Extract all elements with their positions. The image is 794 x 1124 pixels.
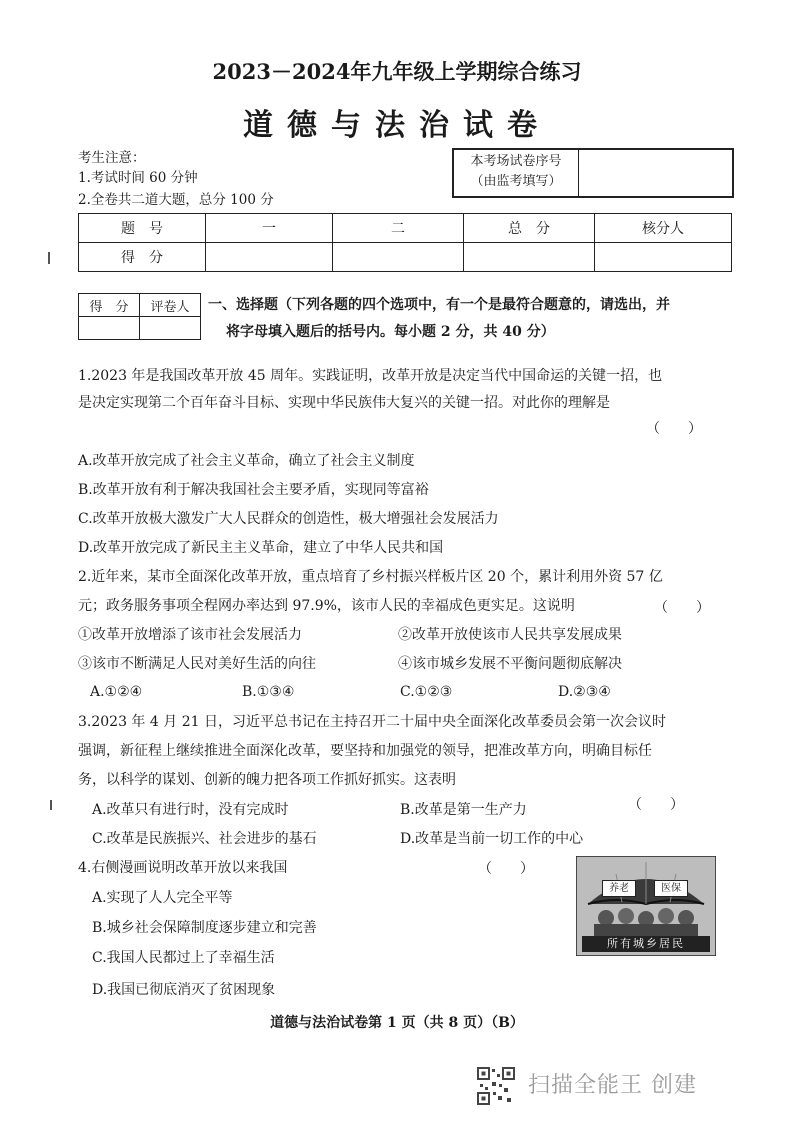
option-d: D.我国已彻底消灭了贫困现象 bbox=[92, 982, 276, 998]
question-stem: 2.近年来，某市全面深化改革开放，重点培育了乡村振兴样板片区 20 个，累计利用外资 57 亿 bbox=[78, 569, 663, 585]
option-b: B.城乡社会保障制度逐步建立和完善 bbox=[92, 920, 317, 936]
answer-paren[interactable]: （ ） bbox=[654, 600, 710, 616]
seat-number-label: 本考场试卷序号 （由监考填写） bbox=[454, 150, 579, 196]
seat-number-field[interactable] bbox=[579, 150, 732, 196]
question-stem: 元；政务服务事项全程网办率达到 97.9%，该市人民的幸福成色更实足。这说明 bbox=[78, 598, 575, 614]
option-c: C.改革开放极大激发广大人民群众的创造性，极大增强社会发展活力 bbox=[78, 511, 499, 527]
table-row bbox=[79, 294, 201, 317]
question-stem: 是决定实现第二个百年奋斗目标、实现中华民族伟大复兴的关键一招。对此你的理解是 bbox=[78, 395, 610, 411]
header-cell: 总 分 bbox=[464, 214, 595, 243]
option-a: A.改革开放完成了社会主义革命，确立了社会主义制度 bbox=[78, 453, 415, 469]
option-c: C.①②③ bbox=[400, 684, 453, 700]
table-row bbox=[79, 214, 732, 243]
notice-heading: 考生注意： bbox=[78, 150, 146, 166]
header-cell: 二 bbox=[333, 214, 464, 243]
question-stem: 强调，新征程上继续推进全面深化改革，要坚持和加强党的领导，把准改革方向，明确目标任 bbox=[78, 743, 652, 759]
option-c: C.我国人民都过上了幸福生活 bbox=[92, 950, 275, 966]
cartoon-image bbox=[576, 856, 716, 956]
margin-mark bbox=[48, 252, 50, 264]
option-a: A.实现了人人完全平等 bbox=[92, 890, 233, 906]
exam-subject: 道德与法治试卷 bbox=[243, 108, 551, 143]
header-cell: 一 bbox=[206, 214, 333, 243]
seat-number-box bbox=[452, 148, 734, 198]
notice-item: 2.全卷共二道大题，总分 100 分 bbox=[78, 192, 274, 208]
row-label-cell: 得 分 bbox=[79, 243, 206, 272]
header-cell: 题 号 bbox=[79, 214, 206, 243]
statement-4: ④该市城乡发展不平衡问题彻底解决 bbox=[398, 656, 622, 672]
answer-paren[interactable]: （ ） bbox=[646, 421, 702, 437]
grader-field[interactable] bbox=[140, 317, 201, 340]
answer-paren[interactable]: （ ） bbox=[478, 861, 534, 877]
score-table bbox=[78, 213, 732, 272]
exam-title: 2023－2024年九年级上学期综合练习 bbox=[212, 59, 582, 84]
table-row bbox=[79, 317, 201, 340]
score-cell[interactable] bbox=[206, 243, 333, 272]
cartoon-label-left: 养老 bbox=[602, 880, 636, 897]
score-cell[interactable] bbox=[464, 243, 595, 272]
option-a: A.改革只有进行时，没有完成时 bbox=[92, 802, 289, 818]
option-b: B.改革开放有利于解决我国社会主要矛盾，实现同等富裕 bbox=[78, 482, 429, 498]
watermark-text: 扫描全能王 创建 bbox=[528, 1073, 697, 1098]
question-stem: 务，以科学的谋划、创新的魄力把各项工作抓好抓实。这表明 bbox=[78, 772, 456, 788]
score-field[interactable] bbox=[79, 317, 140, 340]
score-cell[interactable] bbox=[333, 243, 464, 272]
notice-item: 1.考试时间 60 分钟 bbox=[78, 170, 198, 186]
table-row bbox=[79, 243, 732, 272]
question-stem: 4.右侧漫画说明改革开放以来我国 bbox=[78, 860, 288, 876]
grader-label: 评卷人 bbox=[140, 294, 201, 317]
option-d: D.改革是当前一切工作的中心 bbox=[400, 831, 584, 847]
question-stem: 1.2023 年是我国改革开放 45 周年。实践证明，改革开放是决定当代中国命运的关键一招，也 bbox=[78, 368, 663, 384]
option-c: C.改革是民族振兴、社会进步的基石 bbox=[92, 831, 317, 847]
option-b: B.改革是第一生产力 bbox=[400, 802, 527, 818]
cartoon-banner: 所有城乡居民 bbox=[607, 937, 685, 950]
header-cell: 核分人 bbox=[595, 214, 732, 243]
option-d: D.②③④ bbox=[558, 684, 611, 700]
statement-2: ②改革开放使该市人民共享发展成果 bbox=[398, 627, 622, 643]
score-cell[interactable] bbox=[595, 243, 732, 272]
statement-3: ③该市不断满足人民对美好生活的向往 bbox=[78, 656, 316, 672]
statement-1: ①改革开放增添了该市社会发展活力 bbox=[78, 627, 302, 643]
margin-mark bbox=[50, 800, 52, 810]
score-label: 得 分 bbox=[79, 294, 140, 317]
option-b: B.①③④ bbox=[242, 684, 295, 700]
answer-paren[interactable]: （ ） bbox=[628, 797, 684, 813]
cartoon-label-right: 医保 bbox=[654, 880, 688, 897]
option-d: D.改革开放完成了新民主主义革命，建立了中华人民共和国 bbox=[78, 540, 444, 556]
section-heading: 一、选择题（下列各题的四个选项中，有一个是最符合题意的，请选出，并 将字母填入题后的括号内。每小题 2 分，共 40 分） bbox=[208, 297, 670, 340]
grader-box bbox=[78, 293, 201, 340]
page-footer: 道德与法治试卷第 1 页（共 8 页）（B） bbox=[270, 1015, 524, 1031]
qr-code-icon bbox=[476, 1066, 516, 1106]
question-stem: 3.2023 年 4 月 21 日，习近平总书记在主持召开二十届中央全面深化改革委员会第一次会议时 bbox=[78, 714, 666, 730]
option-a: A.①②④ bbox=[90, 684, 143, 700]
